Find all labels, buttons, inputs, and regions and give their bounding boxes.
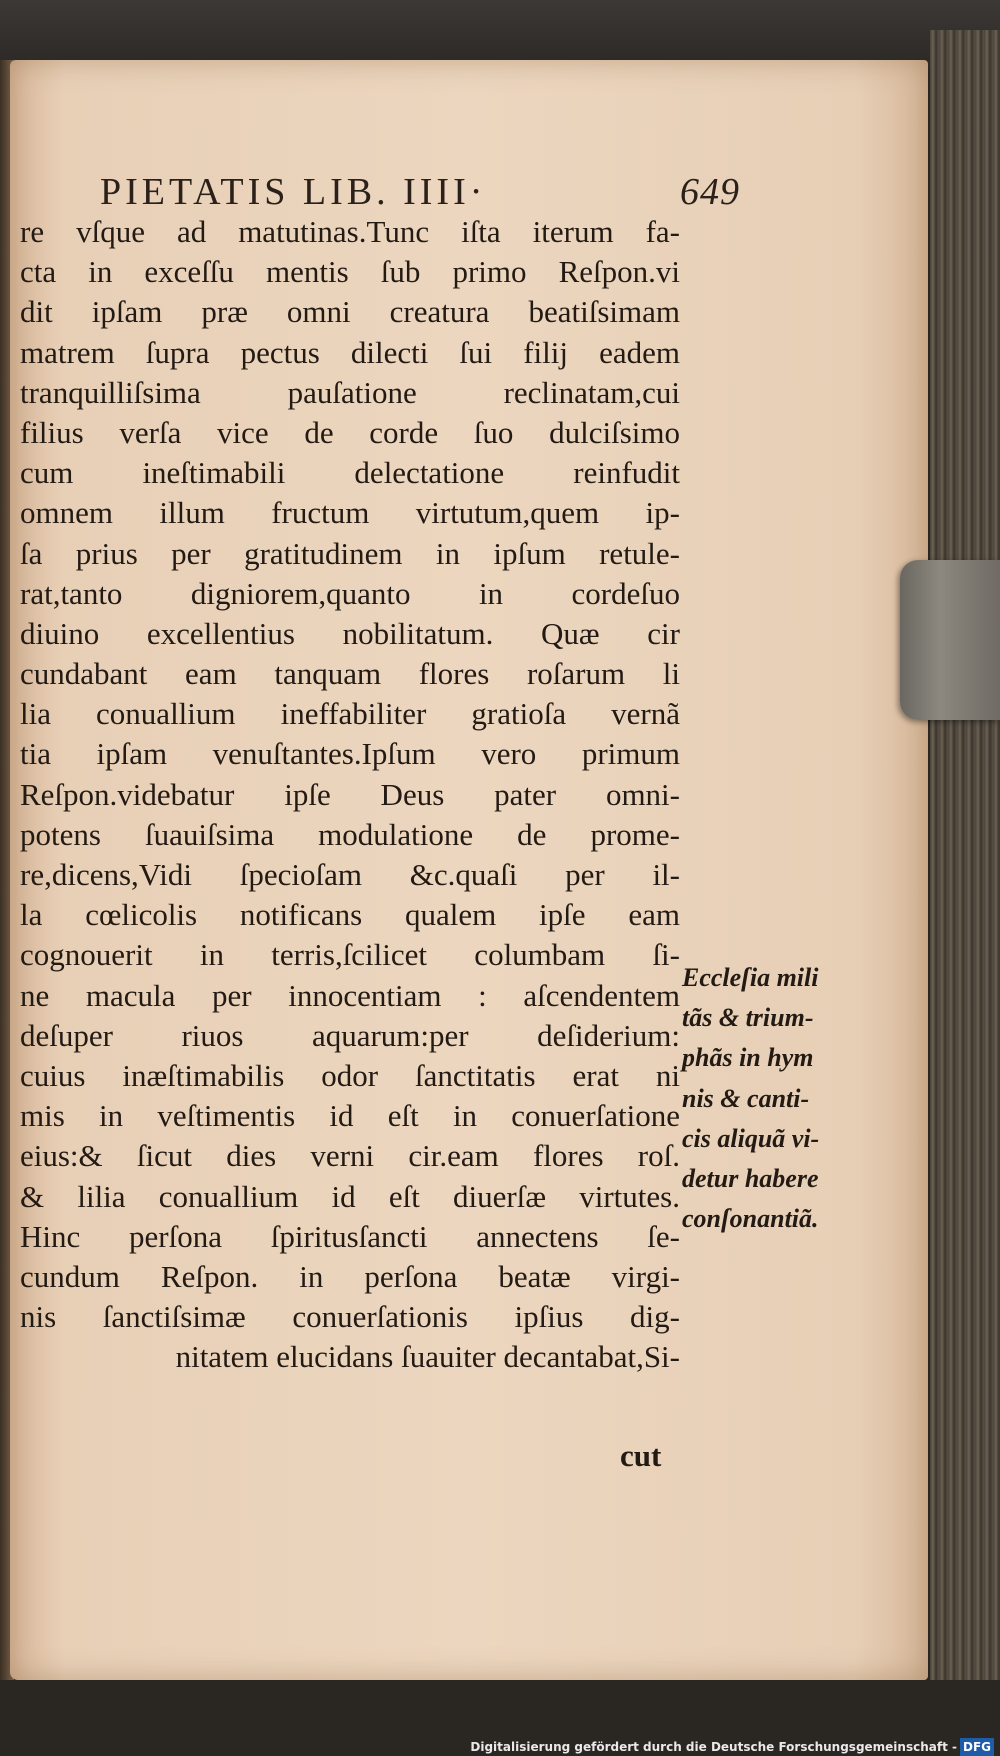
marginal-note-line: conſonantiã.: [682, 1204, 819, 1234]
digitization-credit: [470, 1738, 994, 1756]
text-line: eius:& ſicut dies verni cir.eam flores roſ.: [20, 1138, 680, 1174]
bookmark-tab: [900, 560, 1000, 720]
marginal-note-line: cis aliquã vi-: [682, 1123, 820, 1153]
text-line: re vſque ad matutinas.Tunc iſta iterum fa-: [20, 214, 680, 249]
text-line: cognouerit in terris,ſcilicet columbam ſi-: [20, 937, 680, 973]
marginal-note-line: detur habere: [682, 1163, 819, 1193]
text-line: nis ſanctiſsimæ conuerſationis ipſius dig-: [20, 1299, 680, 1335]
text-line: dit ipſam præ omni creatura beatiſsimam: [20, 294, 680, 330]
text-line: cundum Reſpon. in perſona beatæ virgi-: [20, 1258, 680, 1294]
text-line: cta in exceſſu mentis ſub primo Reſpon.vi: [20, 254, 680, 290]
text-line: nitatem elucidans ſuauiter decantabat,Si-: [175, 1339, 680, 1375]
marginal-note-line: Eccleſia mili: [682, 963, 819, 992]
text-line: deſuper riuos aquarum:per deſiderium:: [20, 1017, 680, 1053]
marginal-note-line: tãs & trium-: [682, 1003, 814, 1033]
running-head-title: PIETATIS LIB. IIII·: [100, 171, 487, 213]
text-line: ne macula per innocentiam : aſcendentem: [20, 977, 680, 1013]
catchword: cut: [620, 1438, 662, 1473]
text-line: diuino excellentius nobilitatum. Quæ cir: [20, 615, 680, 651]
text-line: cuius inæſtimabilis odor ſanctitatis erat ni: [20, 1057, 680, 1093]
marginal-note: [682, 958, 860, 1239]
text-line: omnem illum fructum virtutum,quem ip-: [20, 495, 680, 531]
text-line: & lilia conuallium id eſt diuerſæ virtutes.: [20, 1178, 680, 1214]
text-line: cundabant eam tanquam flores roſarum li: [20, 656, 680, 692]
text-line: re,dicens,Vidi ſpecioſam &c.quaſi per il-: [20, 857, 680, 892]
text-line: tranquilliſsima pauſatione reclinatam,cui: [20, 374, 680, 410]
text-line: tia ipſam venuſtantes.Ipſum vero primum: [20, 736, 680, 772]
text-line: matrem ſupra pectus dilecti ſui filij eadem: [20, 334, 680, 370]
text-line: cum ineſtimabili delectatione reinfudit: [20, 455, 680, 491]
text-line: filius verſa vice de corde ſuo dulciſsimo: [20, 414, 680, 450]
text-line: Hinc perſona ſpiritusſancti annectens ſe-: [20, 1218, 680, 1254]
scan-bottom-bar: [0, 1680, 1000, 1740]
marginal-note-line: phãs in hym: [682, 1043, 814, 1073]
text-line: Reſpon.videbatur ipſe Deus pater omni-: [20, 776, 680, 812]
body-text: [20, 212, 680, 1377]
dfg-logo: DFG: [960, 1738, 994, 1756]
page-number: 649: [680, 171, 740, 213]
text-line: ſa prius per gratitudinem in ipſum retule-: [20, 535, 680, 571]
text-line: lia conuallium ineffabiliter gratioſa vernã: [20, 696, 680, 732]
marginal-note-line: nis & canti-: [682, 1083, 810, 1113]
text-line: mis in veſtimentis id eſt in conuerſatione: [20, 1098, 680, 1134]
book-page-edges: [930, 30, 1000, 1680]
text-line: la cœlicolis notificans qualem ipſe eam: [20, 897, 680, 933]
credit-text: Digitalisierung gefördert durch die Deutsche Forschungsgemeinschaft -: [470, 1740, 957, 1754]
text-line: rat,tanto digniorem,quanto in cordeſuo: [20, 575, 680, 611]
text-line: potens ſuauiſsima modulatione de prome-: [20, 816, 680, 852]
